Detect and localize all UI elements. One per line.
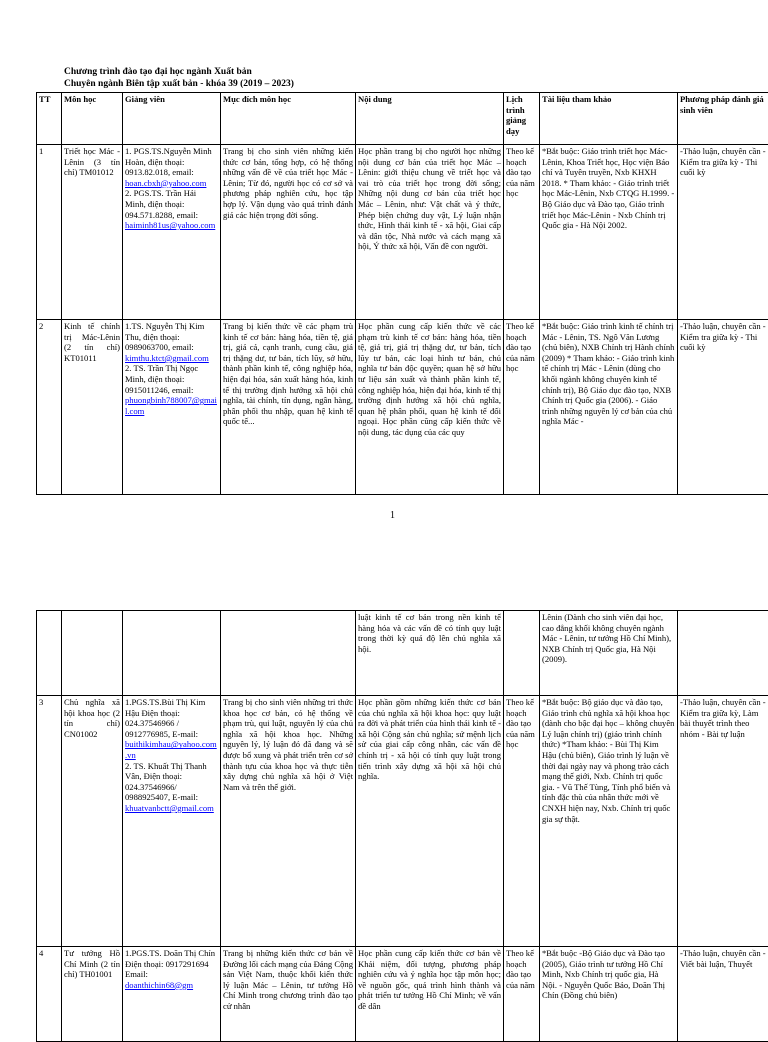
teacher-info: 2. PGS.TS. Trần Hải Minh, điện thoại: 094.571.8288, email: [125,188,198,219]
schedule-cell: Theo kế hoạch đào tạo của năm học [504,320,540,495]
table-header-row [37,93,768,145]
teacher-info: 2. TS. Khuất Thị Thanh Vân, Điện thoại: 024.37546966/ 0988925407, E-mail: [125,761,207,803]
teacher-info: 1.PGS.TS.Bùi Thị Kim Hậu Điện thoại: 024.37546966 / 0912776985, E-mail: [125,697,205,739]
purpose-cell: Trang bị kiến thức về các phạm trù kinh tế cơ bản: hàng hóa, tiền tệ, giá trị, giá cả, cạnh tranh, cung cầu, giá trị thặng dư, tư bản, tích lũy, sở hữu, thành phần kinh tế, công nghiệp hóa, hiện đại hóa, sản xuất hàng hóa, kinh tế thị trường định hướng xã hội chủ nghĩa, tài chính, tín dụng, ngân hàng, phân phối thu nhập, quan hệ kinh tế quốc tế... [221,320,356,495]
document-heading [64,66,704,90]
col-header: Giảng viên [123,93,221,145]
teacher-info: 2. TS. Trần Thị Ngọc Minh, điện thoại: 0915011246, email: [125,363,198,394]
subject-cell: Kinh tế chính trị Mác-Lênin (2 tín chỉ) KT01011 [62,320,123,495]
email-link[interactable]: haiminh81us@yahoo.com [125,220,215,230]
program-subtitle: Chuyên ngành Biên tập xuất bản - khóa 39 (2019 – 2023) [64,78,704,90]
row-number: 1 [37,145,62,320]
col-header: Môn học [62,93,123,145]
col-header: Nội dung [356,93,504,145]
subject-cell: Triết học Mác - Lênin (3 tín chỉ) TM01012 [62,145,123,320]
table-row-continued [37,611,768,696]
assessment-cell: -Thảo luận, chuyên cần - Kiểm tra giữa kỳ - Thi cuối kỳ [678,320,768,495]
refs-cell: Lênin (Dành cho sinh viên đại học, cao đẳng khối không chuyên ngành Mác - Lênin, tư tưởng Hồ Chí Minh), NXB Chính trị Quốc gia, Hà Nội (2009). [540,611,678,696]
teacher-cell [123,320,221,495]
col-header: Tài liệu tham khảo [540,93,678,145]
table-row [37,947,768,1042]
email-link[interactable]: hoan.cbxh@yahoo.com [125,178,206,188]
refs-cell: *Bắt buộc -Bộ Giáo dục và Đào tạo (2005), Giáo trình tư tưởng Hồ Chí Minh, Nxb Chính trị quốc gia, Hà Nội. - Nguyễn Quốc Bảo, Doãn Thị Chín (Đồng chủ biên) [540,947,678,1042]
email-link[interactable]: buithikimhau@yahoo.com.vn [125,739,217,760]
assessment-cell: -Thảo luận, chuyên cần - Kiểm tra giữa kỳ, Làm bài thuyết trình theo nhóm - Bài tự luận [678,696,768,947]
refs-cell: *Bắt buộc: Giáo trình kinh tế chính trị Mác - Lênin, TS. Ngô Văn Lương (chủ biên), NXB Chính trị Hành chính (2009) * Tham khảo: - Giáo trình kinh tế chính trị Mác - Lênin (dùng cho khối ngành không chuyên kinh tế chính trị), Bộ Giáo dục đào tạo, NXB Chính trị Quốc gia (2006). - Giáo trình những nguyên lý cơ bản của chủ nghĩa Mác - [540,320,678,495]
row-number: 3 [37,696,62,947]
refs-cell: *Bắt buộc: Giáo trình triết học Mác-Lênin, Khoa Triết học, Học viện Báo chí và Tuyên truyền, Nxb KHXH 2018. * Tham khảo: - Giáo trình triết học Mác-Lênin, Nxb CTQG H.1999. - Bộ Giáo dục và Đào tạo, Giáo trình triết học Mác-Lênin - Nxb Chính trị Quốc gia - Hà Nội 2002. [540,145,678,320]
content-cell: Học phần cung cấp kiến thức về các phạm trù kinh tế cơ bản: hàng hóa, tiền tệ, giá trị, giá trị thặng dư, tư bản, tích lũy tư bản, các loại hình tư bản, chủ nghĩa tư bản độc quyền; quan hệ sở hữu tư liệu sản xuất và thành phần kinh tế, công nghiệp hóa, hiện đại hóa, kinh tế thị trường định hướng xã hội chủ nghĩa, quan hệ phân phối, quan hệ kinh tế đối ngoại. Học phần cũng cấp kiến thức về nội dung, tác dụng của các quy [356,320,504,495]
col-header: Phương pháp đánh giá sinh viên [678,93,768,145]
page-number: 1 [390,510,395,521]
teacher-info: 1.PGS.TS. Doãn Thị Chín Điện thoại: 0917291694 Email: [125,948,215,979]
teacher-cell [123,145,221,320]
table-row [37,145,768,320]
schedule-cell: Theo kế hoạch đào tạo của năm học [504,145,540,320]
teacher-info: 1. PGS.TS.Nguyễn Minh Hoàn, điện thoại: 0913.82.018, email: [125,146,212,177]
purpose-cell: Trang bị cho sinh viên những kiến thức cơ bản, tổng hợp, có hệ thống những vấn đề về của triết học Mác - Lênin; Từ đó, người học có cơ sở và phương pháp nghiên cứu, học tập hợp lý. Vận dụng vào quá trình đánh giá các hiện trọng đời sống. [221,145,356,320]
program-title: Chương trình đào tạo đại học ngành Xuất bản [64,66,704,78]
email-link[interactable]: khuatvanbctt@gmail.com [125,803,214,813]
content-cell: luật kinh tế cơ bản trong nền kinh tế hàng hóa và các vấn đề có tính quy luật trong thời kỳ quá độ lên chủ nghĩa xã hội. [356,611,504,696]
assessment-cell: -Thảo luận, chuyên cần - Kiểm tra giữa kỳ - Thi cuối kỳ [678,145,768,320]
assessment-cell: -Thảo luận, chuyên cần - Viết bài luận, Thuyết [678,947,768,1042]
email-link[interactable]: doanthichin68@gm [125,980,193,990]
row-number: 4 [37,947,62,1042]
subject-cell: Tư tưởng Hồ Chí Minh (2 tín chỉ) TH01001 [62,947,123,1042]
row-number: 2 [37,320,62,495]
teacher-cell [123,947,221,1042]
content-cell: Học phần cung cấp kiến thức cơ bản về Khái niệm, đối tượng, phương pháp nghiên cứu và ý nghĩa học tập môn học; về nguồn gốc, quá trình hình thành và phát triển tư tưởng Hồ Chí Minh; về vấn đề dân [356,947,504,1042]
email-link[interactable]: phuongbinh788007@gmail.com [125,395,217,416]
content-cell: Học phần gồm những kiến thức cơ bản của chủ nghĩa xã hội khoa học: quy luật ra đời và phát triển của hình thái kinh tế - xã hội Cộng sản chủ nghĩa; sứ mệnh lịch sử của giai cấp công nhân, các vấn đề chính trị - xã hội có tính quy luật trong tiến trình xây dựng xã hội xã hội chủ nghĩa. [356,696,504,947]
teacher-cell [123,696,221,947]
purpose-cell: Trang bị những kiến thức cơ bản về Đường lối cách mạng của Đảng Cộng sản Việt Nam, thuộc khối kiến thức lý luận Mác – Lênin, tư tưởng Hồ Chí Minh trong chương trình đào tạo cử nhân [221,947,356,1042]
email-link[interactable]: kimthu.ktct@gmail.com [125,353,209,363]
curriculum-table-page1 [36,92,768,495]
purpose-cell: Trang bị cho sinh viên những tri thức khoa học cơ bản, có hệ thống về phạm trù, qui luật, nguyên lý của chủ nghĩa xã hội khoa học. Những nguyên lý, lý luận đó đã đang và sẽ được bổ xung và phát triển trên cơ sở thành tựu của khoa học và thực tiễn xây dựng chủ nghĩa xã hội ở Việt Nam và trên thế giới. [221,696,356,947]
col-header: Lịch trình giảng dạy [504,93,540,145]
col-header: TT [37,93,62,145]
table-row [37,696,768,947]
curriculum-table-page2 [36,610,768,1042]
content-cell: Học phần trang bị cho người học những nội dung cơ bản của triết học Mác – Lênin: giới thiệu chung về triết học và vai trò của triết học trong đời sống; Những nội dung cơ bản của triết học Mác – Lênin, như: Vật chất và ý thức, Phép biện chứng duy vật, Lý luận nhận thức, Hình thái kinh tế - xã hội, Giai cấp và dân tộc, Nhà nước và cách mạng xã hội, Ý thức xã hội, Vấn đề con người. [356,145,504,320]
schedule-cell: Theo kế hoạch đào tạo của năm học [504,696,540,947]
subject-cell: Chủ nghĩa xã hội khoa học (2 tín chỉ) CN01002 [62,696,123,947]
col-header: Mục đích môn học [221,93,356,145]
teacher-info: 1.TS. Nguyễn Thị Kim Thu, điện thoại: 0989063700, email: [125,321,204,352]
schedule-cell: Theo kế hoạch đào tạo của năm [504,947,540,1042]
refs-cell: *Bắt buộc: Bộ giáo dục và đào tạo, Giáo trình chủ nghĩa xã hội khoa học (dành cho bậc đại học – không chuyên Lý luận chính trị) (giáo trình chính thức) *Tham khảo: - Bùi Thị Kim Hậu (chủ biên), Giáo trình lý luận về thời đại ngày nay và phong trào cách mạng thế giới, Nxb. Chính trị quốc gia. - Vũ Thế Tùng, Tính phổ biến và tính đặc thù của nhân thức mới về CNXH hiện nay, Nxb. Chính trị quốc gia sự thật. [540,696,678,947]
table-row [37,320,768,495]
